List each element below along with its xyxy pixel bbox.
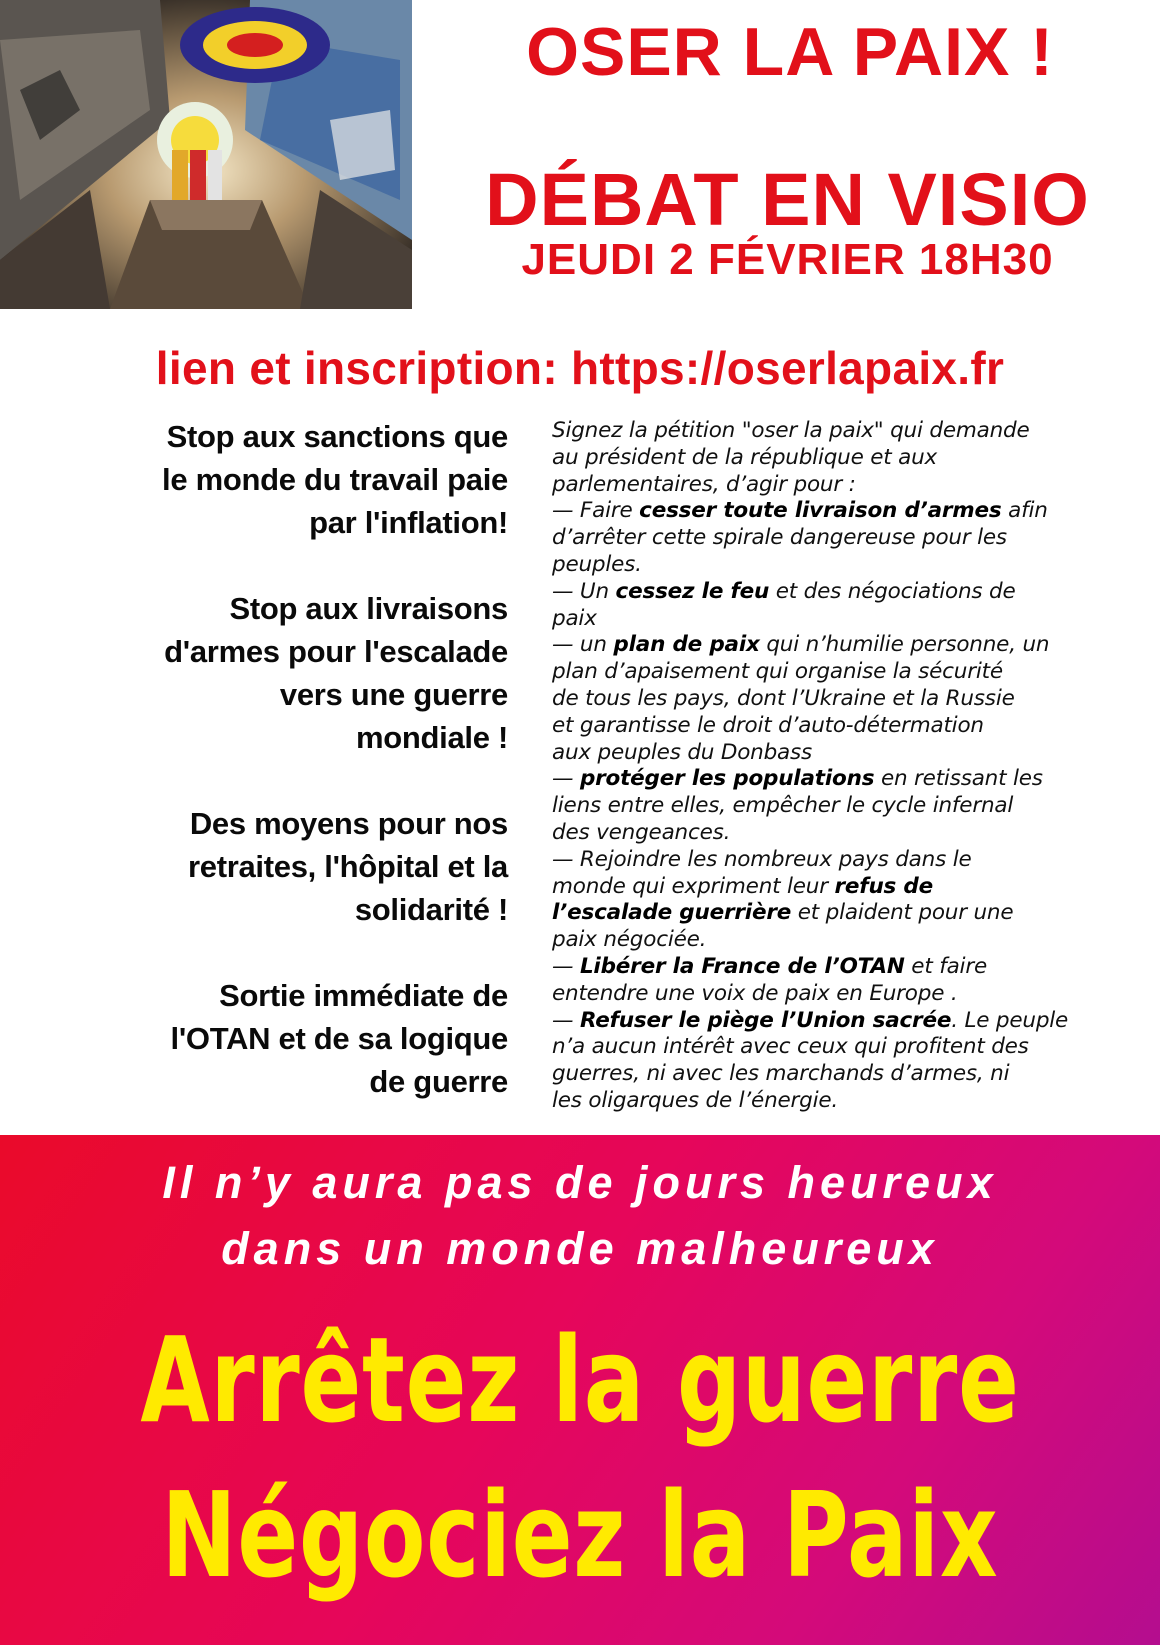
mural-photo bbox=[0, 0, 412, 309]
petition-point-plan: — un plan de paix qui n’humilie personne, un plan d’apaisement qui organise la sécurité de tous les pays, dont l’Ukraine et la Russie et garantisse le droit d’auto-détermation aux peuples du Donbass bbox=[552, 632, 1050, 765]
slogan-arms: Stop aux livraisons d'armes pour l'escalade vers une guerre mondiale ! bbox=[164, 591, 508, 755]
slogan-otan: Sortie immédiate de l'OTAN et de sa logique de guerre bbox=[170, 978, 508, 1099]
petition-point-union: — Refuser le piège l’Union sacrée. Le peuple n’a aucun intérêt avec ceux qui profitent des guerres, ni avec les marchands d’armes, ni les oligarques de l’énergie. bbox=[552, 1007, 1069, 1113]
slogan-means: Des moyens pour nos retraites, l'hôpital et la solidarité ! bbox=[187, 806, 508, 927]
slogan-sanctions: Stop aux sanctions que le monde du travail paie par l'inflation! bbox=[162, 419, 508, 540]
call-stop-war: Arrêtez la guerre bbox=[140, 1311, 1020, 1449]
petition-point-ceasefire: — Un cessez le feu et des négociations de paix bbox=[552, 578, 1016, 631]
slogans-column bbox=[40, 415, 508, 1146]
main-title: OSER LA PAIX ! bbox=[526, 14, 1054, 90]
banner-quote: Il n’y aura pas de jours heureux dans un monde malheureux bbox=[162, 1157, 998, 1274]
petition-point-protect: — protéger les populations en retissant les liens entre elles, empêcher le cycle infernal des vengeances. bbox=[552, 766, 1043, 845]
petition-text bbox=[552, 418, 1132, 1115]
petition-point-otan: — Libérer la France de l’OTAN et faire entendre une voix de paix en Europe . bbox=[552, 953, 987, 1006]
registration-link[interactable]: lien et inscription: https://oserlapaix.fr bbox=[155, 342, 1005, 394]
petition-point-join: — Rejoindre les nombreux pays dans le monde qui expriment leur refus de l’escalade guerrière et plaident pour une paix négociée. bbox=[552, 846, 1014, 953]
event-date: JEUDI 2 FÉVRIER 18H30 bbox=[521, 235, 1054, 284]
petition-point-arms: — Faire cesser toute livraison d’armes afin d’arrêter cette spirale dangereuse pour les peuples. bbox=[552, 498, 1048, 577]
event-heading: DÉBAT EN VISIO bbox=[485, 158, 1090, 241]
petition-intro: Signez la pétition "oser la paix" qui demande au président de la république et aux parlementaires, d’agir pour : bbox=[552, 418, 1030, 497]
call-negotiate-peace: Négociez la Paix bbox=[161, 1466, 999, 1604]
